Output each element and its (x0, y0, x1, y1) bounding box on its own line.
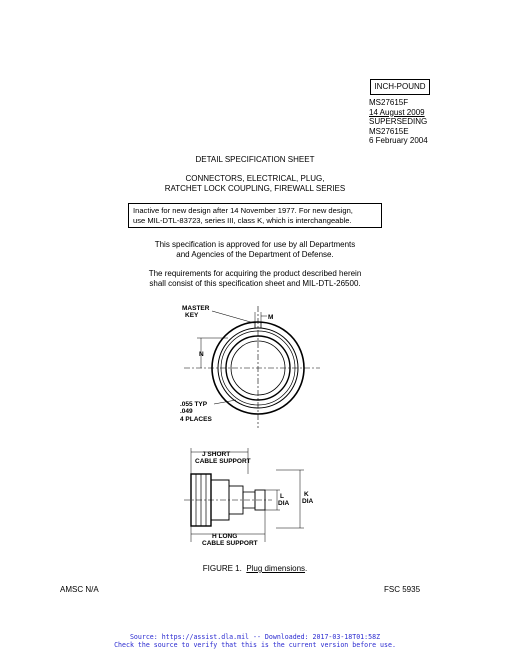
k-label: K (304, 491, 309, 498)
plug-side-view-drawing (176, 446, 326, 552)
notice-line1: Inactive for new design after 14 November 1977. For new design, (133, 206, 353, 215)
prev-doc-date: 6 February 2004 (369, 136, 428, 145)
figure-caption-period: . (305, 564, 308, 573)
title-line1: CONNECTORS, ELECTRICAL, PLUG, (185, 174, 325, 183)
title-line2: RATCHET LOCK COUPLING, FIREWALL SERIES (164, 184, 346, 193)
h-long-label: H LONG (212, 533, 238, 540)
amsc-label: AMSC N/A (60, 585, 99, 594)
source-notice (0, 633, 510, 649)
approval-line1: This specification is approved for use by all Departments (154, 240, 356, 249)
plug-front-view-drawing (170, 298, 330, 433)
inch-pound-box: INCH-POUND (370, 79, 430, 95)
l-dia-label: DIA (278, 500, 290, 507)
typ-label-2: .049 (180, 408, 193, 415)
superseding-label: SUPERSEDING (369, 117, 428, 126)
inactive-notice (128, 203, 382, 228)
approval-line2: and Agencies of the Department of Defense. (176, 250, 334, 259)
requirements-line1: The requirements for acquiring the product described herein (148, 269, 362, 278)
cable-support-bottom-label: CABLE SUPPORT (202, 540, 258, 547)
key-label: KEY (185, 312, 199, 319)
figure-number: FIGURE 1. (202, 564, 242, 573)
source-line2: Check the source to verify that this is the current version before use. (114, 641, 396, 649)
master-label: MASTER (182, 305, 210, 312)
m-label: M (268, 314, 274, 321)
j-short-label: J SHORT (202, 451, 231, 458)
doc-date: 14 August 2009 (369, 107, 425, 117)
sheet-title: DETAIL SPECIFICATION SHEET (195, 155, 315, 164)
document-id-block (369, 98, 428, 146)
l-label: L (280, 493, 284, 500)
n-label: N (199, 351, 204, 358)
fsc-label: FSC 5935 (384, 585, 421, 594)
k-dia-label: DIA (302, 498, 314, 505)
typ-label: .055 TYP (180, 401, 208, 408)
cable-support-top-label: CABLE SUPPORT (195, 458, 251, 465)
prev-doc-number: MS27615E (369, 126, 409, 136)
doc-number: MS27615F (369, 98, 409, 107)
places-label: 4 PLACES (180, 416, 212, 423)
source-line1: Source: https://assist.dla.mil -- Downloaded: 2017-03-18T01:58Z (129, 633, 381, 641)
requirements-line2: shall consist of this specification sheet and MIL-DTL-26500. (149, 279, 361, 288)
figure-title: Plug dimensions (246, 564, 306, 573)
figure-caption (0, 564, 510, 573)
notice-line2: use MIL-DTL-83723, series III, class K, which is interchangeable. (133, 216, 352, 225)
